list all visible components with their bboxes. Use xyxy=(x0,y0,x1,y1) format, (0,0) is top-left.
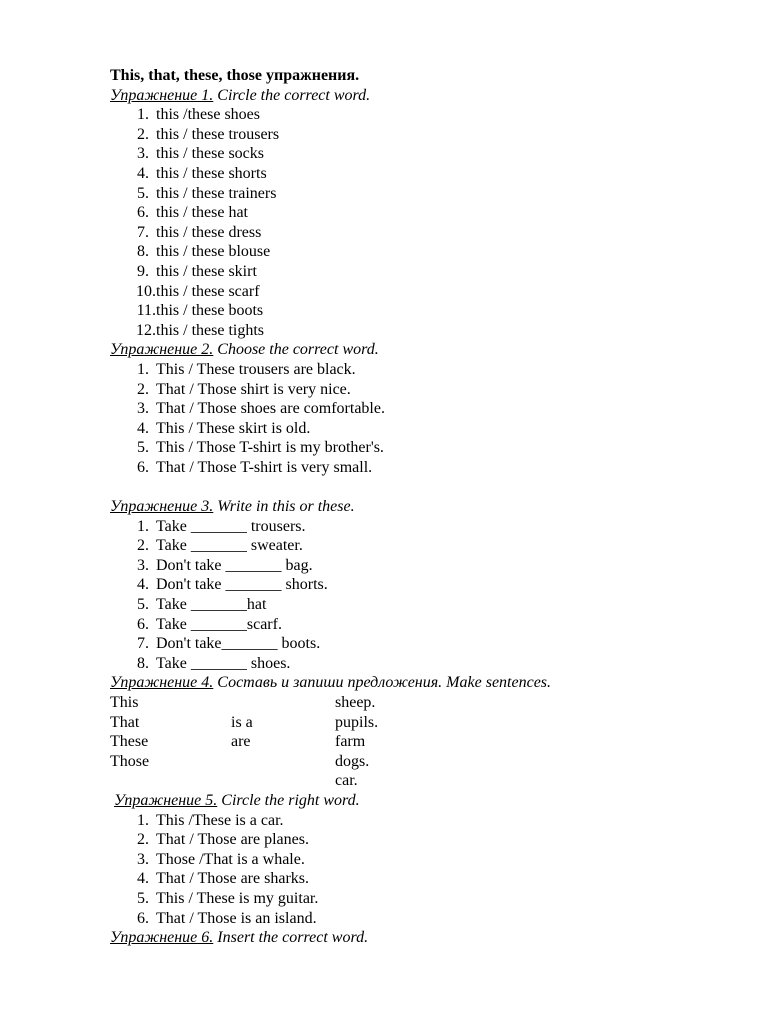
item-number: 5. xyxy=(137,439,149,457)
item-number: 7. xyxy=(137,223,149,241)
blank-line xyxy=(110,477,730,497)
item-text: this / these trousers xyxy=(156,125,280,143)
item-text: Take _______ sweater. xyxy=(156,537,303,555)
item-text: this / these hat xyxy=(156,204,248,222)
item-number: 2. xyxy=(137,831,149,849)
item-text: That / Those shirt is very nice. xyxy=(156,380,351,398)
worksheet xyxy=(110,66,730,948)
item-number: 5. xyxy=(137,596,149,614)
document-title: This, that, these, those упражнения. xyxy=(110,67,360,84)
item-text: this / these tights xyxy=(156,321,264,339)
list-item xyxy=(110,380,730,400)
exercise-1-list xyxy=(110,105,730,340)
exercise-4-instruction: Составь и запиши предложения. Make sentences. xyxy=(213,674,552,692)
exercise-2-heading xyxy=(110,340,730,360)
item-text: Take _______hat xyxy=(156,596,267,614)
list-item xyxy=(110,301,730,321)
list-item xyxy=(110,144,730,164)
item-text: This / Those T-shirt is my brother's. xyxy=(156,439,384,457)
list-item xyxy=(110,595,730,615)
item-text: this / these dress xyxy=(156,223,262,241)
noun-word: dogs. xyxy=(335,752,370,770)
item-number: 3. xyxy=(137,145,149,163)
list-item xyxy=(110,282,730,302)
item-number: 11. xyxy=(136,302,156,320)
item-number: 1. xyxy=(137,517,149,535)
exercise-6-label: Упражнение 6. xyxy=(110,929,214,947)
exercise-3-heading xyxy=(110,497,730,517)
sentence-builder-table xyxy=(110,693,730,791)
item-number: 10. xyxy=(136,282,156,300)
item-number: 8. xyxy=(137,243,149,261)
noun-word: car. xyxy=(335,772,358,790)
item-number: 6. xyxy=(137,615,149,633)
item-text: Don't take _______ bag. xyxy=(156,556,313,574)
list-item xyxy=(110,262,730,282)
list-item xyxy=(110,869,730,889)
item-text: this / these boots xyxy=(156,302,264,320)
exercise-2-label: Упражнение 2. xyxy=(110,341,214,359)
item-text: That / Those shoes are comfortable. xyxy=(156,400,385,418)
verb-column xyxy=(231,693,253,752)
item-text: Take _______scarf. xyxy=(156,615,282,633)
noun-word: sheep. xyxy=(335,694,376,711)
item-text: Don't take _______ shorts. xyxy=(156,576,328,594)
exercise-4-heading xyxy=(110,673,730,693)
item-number: 4. xyxy=(137,870,149,888)
item-text: this /these shoes xyxy=(156,106,260,124)
item-number: 4. xyxy=(137,164,149,182)
list-item xyxy=(110,360,730,380)
item-number: 8. xyxy=(137,654,149,672)
item-number: 6. xyxy=(137,458,149,476)
exercise-1-label: Упражнение 1. xyxy=(110,86,214,104)
item-text: Those /That is a whale. xyxy=(156,850,305,868)
item-text: Take _______ trousers. xyxy=(156,517,306,535)
item-text: This / These trousers are black. xyxy=(156,360,356,378)
subject-word: Those xyxy=(110,752,150,770)
subject-column xyxy=(110,693,149,771)
exercise-2-list xyxy=(110,360,730,478)
item-text: this / these blouse xyxy=(156,243,271,261)
list-item xyxy=(110,634,730,654)
exercise-1-instruction: Circle the correct word. xyxy=(213,86,371,104)
item-text: That / Those are planes. xyxy=(156,831,309,849)
exercise-5-heading xyxy=(110,791,730,811)
subject-word: This xyxy=(110,694,139,711)
item-text: This / These skirt is old. xyxy=(156,419,311,437)
item-text: this / these socks xyxy=(156,145,264,163)
list-item xyxy=(110,164,730,184)
list-item xyxy=(110,615,730,635)
exercise-5-instruction: Circle the right word. xyxy=(217,792,360,809)
item-number: 4. xyxy=(137,576,149,594)
verb-word: are xyxy=(231,733,251,751)
item-number: 2. xyxy=(137,125,149,143)
item-number: 7. xyxy=(137,635,149,653)
noun-word: pupils. xyxy=(335,713,379,731)
item-number: 6. xyxy=(137,204,149,222)
item-text: That / Those T-shirt is very small. xyxy=(156,458,373,476)
list-item xyxy=(110,889,730,909)
item-number: 3. xyxy=(137,556,149,574)
exercise-5-list xyxy=(110,811,730,929)
list-item xyxy=(110,223,730,243)
list-item xyxy=(110,184,730,204)
list-item xyxy=(110,419,730,439)
list-item xyxy=(110,105,730,125)
list-item xyxy=(110,399,730,419)
item-text: this / these trainers xyxy=(156,184,277,202)
list-item xyxy=(110,830,730,850)
item-text: Take _______ shoes. xyxy=(156,654,291,672)
item-number: 2. xyxy=(137,380,149,398)
exercise-5-label: Упражнение 5. xyxy=(114,792,218,809)
verb-word xyxy=(231,693,253,713)
list-item xyxy=(110,575,730,595)
item-number: 3. xyxy=(137,850,149,868)
list-item xyxy=(110,203,730,223)
exercise-3-label: Упражнение 3. xyxy=(110,498,214,516)
subject-word: These xyxy=(110,733,149,751)
list-item xyxy=(110,517,730,537)
item-number: 4. xyxy=(137,419,149,437)
verb-word: is a xyxy=(231,713,253,731)
item-number: 1. xyxy=(137,811,149,829)
item-text: That / Those is an island. xyxy=(156,909,317,927)
list-item xyxy=(110,654,730,674)
item-number: 6. xyxy=(137,909,149,927)
item-number: 5. xyxy=(137,889,149,907)
item-text: this / these scarf xyxy=(156,282,260,300)
item-text: this / these skirt xyxy=(156,262,257,280)
item-number: 1. xyxy=(137,360,149,378)
list-item xyxy=(110,321,730,341)
subject-word: That xyxy=(110,713,140,731)
exercise-1-heading xyxy=(110,86,730,106)
list-item xyxy=(110,536,730,556)
noun-word: farm xyxy=(335,733,366,751)
item-text: this / these shorts xyxy=(156,164,267,182)
item-text: That / Those are sharks. xyxy=(156,870,309,888)
list-item xyxy=(110,850,730,870)
exercise-6-instruction: Insert the correct word. xyxy=(213,929,369,947)
exercise-6-heading xyxy=(110,928,730,948)
exercise-3-list xyxy=(110,517,730,674)
list-item xyxy=(110,458,730,478)
list-item xyxy=(110,242,730,262)
item-number: 3. xyxy=(137,400,149,418)
list-item xyxy=(110,125,730,145)
list-item xyxy=(110,811,730,831)
list-item xyxy=(110,556,730,576)
list-item xyxy=(110,909,730,929)
item-number: 2. xyxy=(137,537,149,555)
exercise-3-instruction: Write in this or these. xyxy=(213,498,355,516)
item-text: Don't take_______ boots. xyxy=(156,635,321,653)
noun-column xyxy=(335,693,378,791)
list-item xyxy=(110,438,730,458)
item-text: This / These is my guitar. xyxy=(156,889,319,907)
item-number: 5. xyxy=(137,184,149,202)
exercise-2-instruction: Choose the correct word. xyxy=(213,341,379,359)
item-number: 12. xyxy=(136,321,156,339)
item-number: 9. xyxy=(137,262,149,280)
item-number: 1. xyxy=(137,106,149,124)
item-text: This /These is a car. xyxy=(156,811,284,829)
exercise-4-label: Упражнение 4. xyxy=(110,674,214,692)
